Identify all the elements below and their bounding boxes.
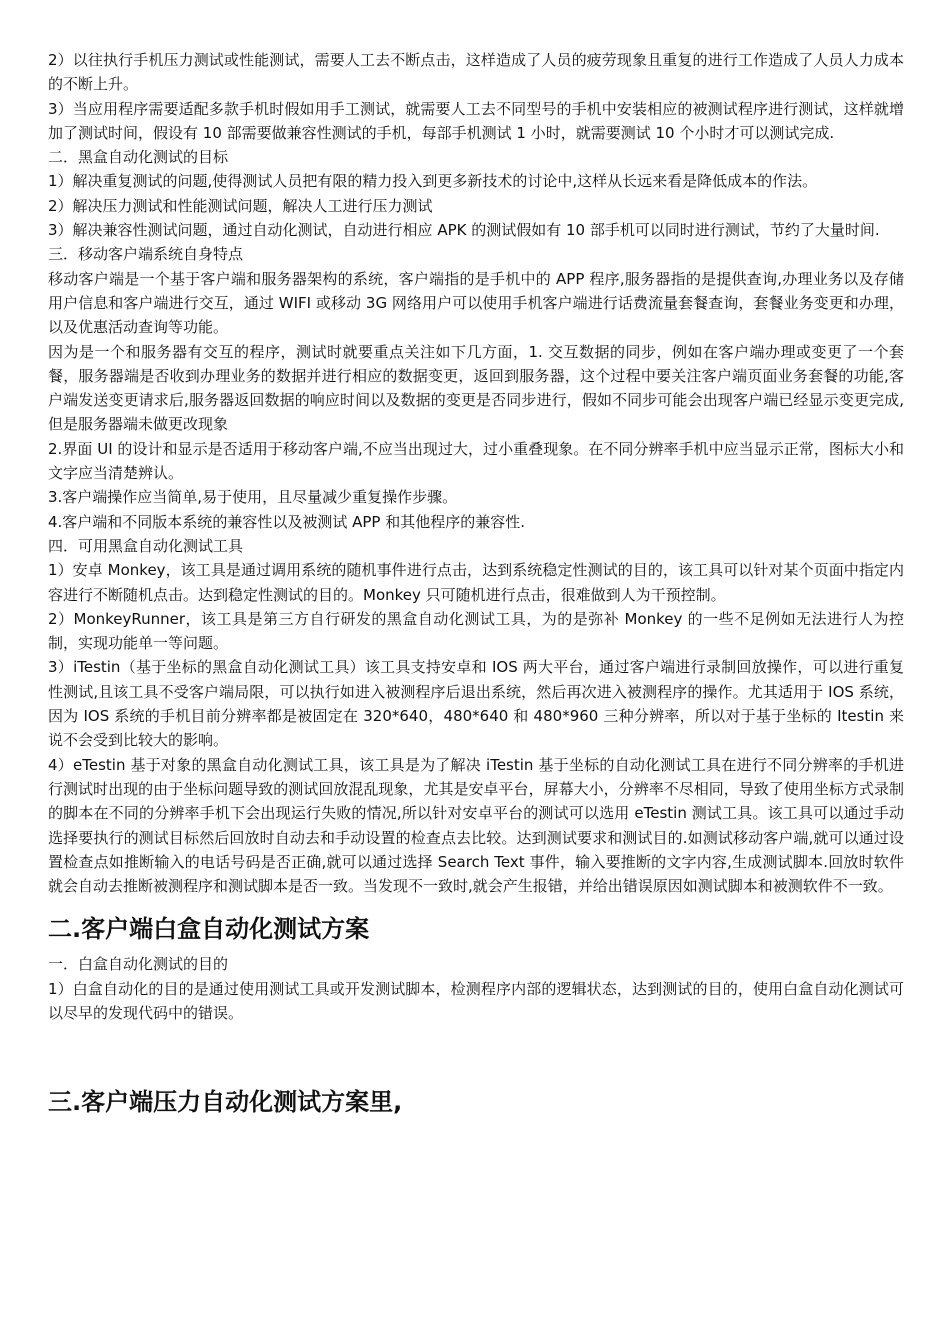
paragraph: 3）当应用程序需要适配多款手机时假如用手工测试，就需要人工去不同型号的手机中安装相应的被测试程序进行测试，这样就增加了测试时间，假设有 10 部需要做兼容性测试的手机，每部手机测试 1 小时，就需要测试 10 个小时才可以测试完成. — [48, 99, 904, 142]
section-black-box — [48, 48, 904, 898]
section-white-box — [48, 952, 904, 1025]
paragraph: 2）MonkeyRunner，该工具是第三方自行研发的黑盒自动化测试工具，为的是弥补 Monkey 的一些不足例如无法进行人为控制，实现功能单一等问题。 — [48, 609, 904, 653]
subheading: 一．白盒自动化测试的目的 — [48, 955, 229, 974]
paragraph: 4）eTestin 基于对象的黑盒自动化测试工具，该工具是为了解决 iTestin 基于坐标的自动化测试工具在进行不同分辨率的手机进行测试时出现的由于坐标问题导致的测试回放混乱现象，尤其是安卓平台，屏幕大小，分辨率不尽相同，导致了使用坐标方式录制的脚本在不同的分辨率手机下会出现运行失败的情况,所以针对安卓平台的测试可以选用 eTestin 测试工具。该工具可以通过手动选择要执行的测试目标然后回放时自动去和手动设置的检查点去比较。达到测试要求和测试目的.如测试移动客户端,就可以通过设置检查点如推断输入的电话号码是否正确,就可以通过选择 Search Text 事件，输入要推断的文字内容,生成测试脚本.回放时软件就会自动去推断被测程序和测试脚本是否一致。当发现不一致时,就会产生报错，并给出错误原因如测试脚本和被测软件不一致。 — [48, 755, 904, 896]
paragraph: 3）解决兼容性测试问题，通过自动化测试，自动进行相应 APK 的测试假如有 10 部手机可以同时进行测试，节约了大量时间. — [48, 221, 880, 240]
paragraph: 3）iTestin（基于坐标的黑盒自动化测试工具）该工具支持安卓和 IOS 两大平台，通过客户端进行录制回放操作，可以进行重复性测试,且该工具不受客户端局限，可以执行如进入被测程序后退出系统，然后再次进入被测程序的操作。尤其适用于 IOS 系统，因为 IOS 系统的手机目前分辨率都是被固定在 320*640，480*640 和 480*960 三种分辨率，所以对于基于坐标的 Itestin 来说不会受到比较大的影响。 — [48, 658, 904, 750]
subheading: 二．黑盒自动化测试的目标 — [48, 148, 229, 167]
section-heading-stress: 三.客户端压力自动化测试方案里, — [48, 1088, 403, 1117]
section-heading-white-box: 二.客户端白盒自动化测试方案 — [48, 915, 370, 944]
paragraph: 4.客户端和不同版本系统的兼容性以及被测试 APP 和其他程序的兼容性. — [48, 512, 525, 531]
paragraph: 1）解决重复测试的问题,使得测试人员把有限的精力投入到更多新技术的讨论中,这样从长远来看是降低成本的作法。 — [48, 172, 818, 191]
paragraph: 因为是一个和服务器有交互的程序，测试时就要重点关注如下几方面，1. 交互数据的同步，例如在客户端办理或变更了一个套餐，服务器端是否收到办理业务的数据并进行相应的数据变更，返回到服务器，这个过程中要关注客户端页面业务套餐的功能,客户端发送变更请求后,服务器返回数据的响应时间以及数据的变更是否同步进行，假如不同步可能会出现客户端已经显示变更完成,但是服务器端未做更改现象 — [48, 342, 904, 434]
subheading: 四．可用黑盒自动化测试工具 — [48, 536, 244, 555]
paragraph: 2.界面 UI 的设计和显示是否适用于移动客户端,不应当出现过大，过小重叠现象。在不同分辨率手机中应当显示正常，图标大小和文字应当清楚辨认。 — [48, 439, 904, 483]
paragraph: 移动客户端是一个基于客户端和服务器架构的系统，客户端指的是手机中的 APP 程序,服务器指的是提供查询,办理业务以及存储用户信息和客户端进行交互，通过 WIFI 或移动 3G 网络用户可以使用手机客户端进行话费流量套餐查询，套餐业务变更和办理，以及优惠活动查询等功能。 — [48, 269, 904, 337]
subheading: 三．移动客户端系统自身特点 — [48, 245, 244, 264]
paragraph: 2）解决压力测试和性能测试问题，解决人工进行压力测试 — [48, 196, 433, 215]
paragraph: 1）白盒自动化的目的是通过使用测试工具或开发测试脚本，检测程序内部的逻辑状态，达到测试的目的，使用白盒自动化测试可以尽早的发现代码中的错误。 — [48, 979, 904, 1022]
paragraph: 1）安卓 Monkey，该工具是通过调用系统的随机事件进行点击，达到系统稳定性测试的目的，该工具可以针对某个页面中指定内容进行不断随机点击。达到稳定性测试的目的。Monkey 只可随机进行点击，很难做到人为干预控制。 — [48, 561, 904, 604]
paragraph: 3.客户端操作应当简单,易于使用，且尽量减少重复操作步骤。 — [48, 488, 458, 507]
paragraph: 2）以往执行手机压力测试或性能测试，需要人工去不断点击，这样造成了人员的疲劳现象且重复的进行工作造成了人员人力成本的不断上升。 — [48, 51, 904, 94]
